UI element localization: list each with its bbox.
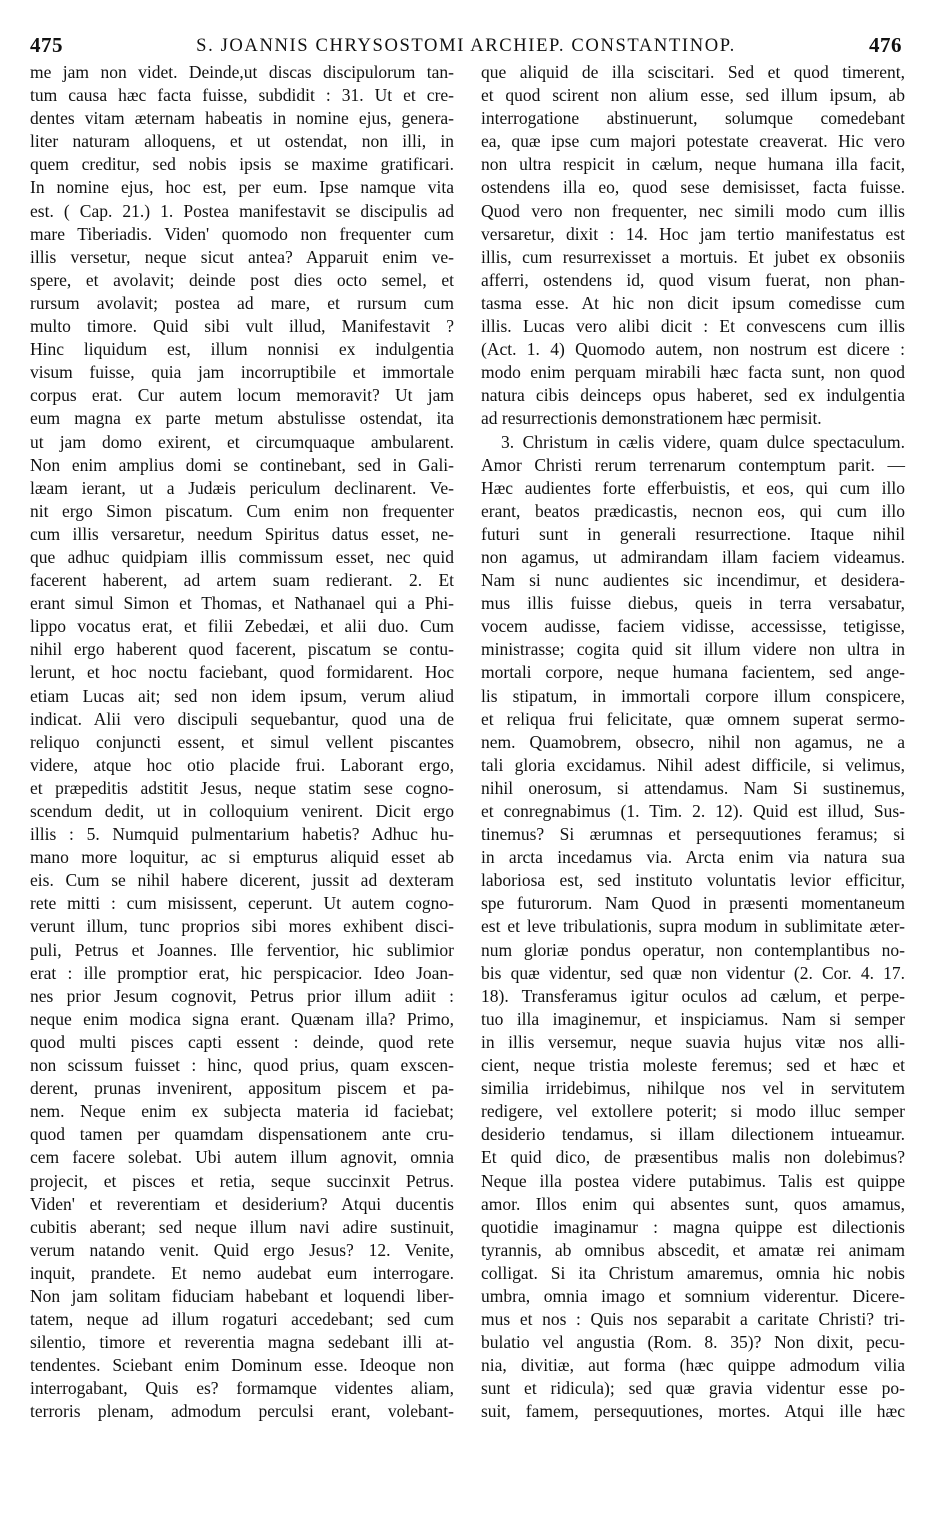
right-text-column xyxy=(481,61,905,1424)
text-line: erant, beatos prædicastis, necnon eos, qui cum illo xyxy=(481,500,905,521)
text-line: Hinc liquidum est, illum nonnisi ex indulgentia xyxy=(30,339,454,360)
text-line: est et leve tribulationis, supra modum in sublimitate æter- xyxy=(481,916,905,937)
text-line: afferri, ostendens id, quod visum fuerat, non phan- xyxy=(481,269,905,290)
running-header xyxy=(30,33,902,63)
text-line: inquit, prandete. Et nemo audebat eum interrogare. xyxy=(30,1262,454,1283)
text-line: quod tamen per quamdam dispensationem ante cru- xyxy=(30,1124,454,1145)
text-line: Non enim amplius domi se continebant, sed in Gali- xyxy=(30,454,454,475)
text-line: ostendens illa eo, quod sese demisisset, facta fuisse. xyxy=(481,177,905,198)
text-line: amor. Illos enim qui absentes sunt, quos amamus, xyxy=(481,1193,905,1214)
text-line: In nomine ejus, hoc est, per eum. Ipse namque vita xyxy=(30,177,454,198)
text-line: erant simul Simon et Thomas, et Nathanael qui a Phi- xyxy=(30,593,454,614)
text-line: tali gloria excidamus. Nihil adest difficile, si velimus, xyxy=(481,754,905,775)
right-page-number: 476 xyxy=(869,33,902,57)
text-line: derent, prunas invenirent, appositum piscem et pa- xyxy=(30,1078,454,1099)
text-line: cum illis versaretur, needum Spiritus datus esset, ne- xyxy=(30,523,454,544)
text-line: suit, famem, persequutiones, mortes. Atqui ille hæc xyxy=(481,1401,905,1422)
text-line: nia, divitiæ, aut forma (hæc quippe admodum vilia xyxy=(481,1355,905,1376)
text-line: mano more loquitur, ac si empturus aliquid esset ab xyxy=(30,847,454,868)
text-line: indicat. Alii vero discipuli sequebantur, quod una de xyxy=(30,708,454,729)
text-line: Amor Christi rerum terrenarum contemptum parit. — xyxy=(481,454,905,475)
text-line: Neque illa postea videre putabimus. Talis est quippe xyxy=(481,1170,905,1191)
text-line: nihil onerosum, si attendamus. Nam Si sustinemus, xyxy=(481,777,905,798)
text-line: puli, Petrus et Joannes. Ille ferventior, hic sublimior xyxy=(30,939,454,960)
text-line: erat : ille promptior erat, hic perspicacior. Ideo Joan- xyxy=(30,962,454,983)
text-line: Et quid dico, de præsentibus malis non dolebimus? xyxy=(481,1147,905,1168)
text-line: ministrasse; cogita quid sit illum videre non ultra in xyxy=(481,639,905,660)
text-line: visum fuisse, quia jam incorruptibile et immortale xyxy=(30,362,454,383)
text-line: spe futurorum. Nam Quod in præsenti momentaneum xyxy=(481,893,905,914)
text-line: liter naturam alloquens, et ut ostendat, non illi, in xyxy=(30,131,454,152)
text-line: redigere, vel extollere poterit; si modo illuc semper xyxy=(481,1101,905,1122)
text-line: tendentes. Sciebant enim Dominum esse. Ideoque non xyxy=(30,1355,454,1376)
text-line: laboriosa est, sed instituto voluntatis levior efficitur, xyxy=(481,870,905,891)
text-line: sunt et ridicula); sed quæ gravia videntur esse po- xyxy=(481,1378,905,1399)
text-line: nes prior Jesum cognovit, Petrus prior illum adiit : xyxy=(30,985,454,1006)
text-line: in illis versemur, neque suavia hujus vitæ nos alli- xyxy=(481,1031,905,1052)
text-line: videre, atque hoc otio placide frui. Laborant ergo, xyxy=(30,754,454,775)
text-line: ut jam domo exirent, et circumquaque ambularent. xyxy=(30,431,454,452)
text-line: multo timore. Quid sibi vult illud, Manifestavit ? xyxy=(30,316,454,337)
text-line: umbra, omnia imago et somnium viderentur. Dicere- xyxy=(481,1285,905,1306)
text-line: tinemus? Si ærumnas et persequutiones feramus; si xyxy=(481,824,905,845)
text-line: cient, neque tristia moleste feremus; sed et hæc et xyxy=(481,1055,905,1076)
text-line: bulatio vel angustia (Rom. 8. 35)? Non dixit, pecu- xyxy=(481,1332,905,1353)
text-line: nem. Quamobrem, obsecro, nihil non agamus, ne a xyxy=(481,731,905,752)
text-line: est. ( Cap. 21.) 1. Postea manifestavit se discipulis ad xyxy=(30,200,454,221)
text-line: corpus erat. Cur autem locum memoravit? Ut jam xyxy=(30,385,454,406)
text-line: terroris plenam, admodum perculsi erant, volebant- xyxy=(30,1401,454,1422)
left-page-number: 475 xyxy=(30,33,63,57)
text-line: cem facere solebat. Ubi autem illum agnovit, omnia xyxy=(30,1147,454,1168)
text-line: dentes vitam æternam habeatis in nomine ejus, genera- xyxy=(30,108,454,129)
text-line: Quod vero non frequenter, nec simili modo cum illis xyxy=(481,200,905,221)
text-line: rursum avolavit; postea ad mare, et rursum cum xyxy=(30,292,454,313)
text-line: (Act. 1. 4) Quomodo autem, non nostrum est dicere : xyxy=(481,339,905,360)
text-line: projecit, et pisces et retia, seque succinxit Petrus. xyxy=(30,1170,454,1191)
text-line: facerent haberent, ad artem suam redierant. 2. Et xyxy=(30,570,454,591)
text-line: quem creditur, sed nobis ipsis se maxime gratificari. xyxy=(30,154,454,175)
text-line: que aliquid de illa sciscitari. Sed et quod timerent, xyxy=(481,62,905,82)
text-line: lerunt, et hoc noctu faciebant, quod formidarent. Hoc xyxy=(30,662,454,683)
text-line: tatem, neque ad illum rogaturi accedebant; sed cum xyxy=(30,1309,454,1330)
text-line: mortali corpore, neque humana facientem, sed ange- xyxy=(481,662,905,683)
text-line: quod multi pisces capti essent : deinde, quod rete xyxy=(30,1031,454,1052)
text-line: etiam Lucas ait; sed non idem ipsum, verum aliud xyxy=(30,685,454,706)
text-line: mus illis fuisse diebus, queis in terra versabatur, xyxy=(481,593,905,614)
text-line: mare Tiberiadis. Viden' quomodo non frequenter cum xyxy=(30,223,454,244)
text-line: nit ergo Simon piscatum. Cum enim non frequenter xyxy=(30,500,454,521)
text-line: nihil ergo haberent quod facerent, piscatum se contu- xyxy=(30,639,454,660)
text-line: tasma esse. At hic non dicit ipsum comedisse cum xyxy=(481,292,905,313)
text-line: quotidie imaginamur : magna quippe est dilectionis xyxy=(481,1216,905,1237)
text-line: illis : 5. Numquid pulmentarium habetis? Adhuc hu- xyxy=(30,824,454,845)
text-line: modo enim perquam mirabili hæc facta sunt, non quod xyxy=(481,362,905,383)
text-line: interrogabant, Quis es? formamque videntes aliam, xyxy=(30,1378,454,1399)
text-line: lippo vocatus erat, et filii Zebedæi, et alii duo. Cum xyxy=(30,616,454,637)
text-line: verum natando venit. Quid ergo Jesus? 12. Venite, xyxy=(30,1239,454,1260)
text-line: et quod scirent non alium esse, sed illum ipsum, ab xyxy=(481,85,905,106)
text-line: num gloriæ pondus operatur, non contemplantibus no- xyxy=(481,939,905,960)
text-line: versaretur, dixit : 14. Hoc jam tertio manifestatus est xyxy=(481,223,905,244)
text-line: tyrannis, ab omnibus abscedit, et amatæ rei animam xyxy=(481,1239,905,1260)
left-text-column xyxy=(30,61,454,1424)
text-line: Nam si nunc audientes sic incendimur, et desidera- xyxy=(481,570,905,591)
text-line: tuo illa imaginemur, et inspiciamus. Nam si semper xyxy=(481,1008,905,1029)
text-line: neque enim modica signa erant. Quænam illa? Primo, xyxy=(30,1008,454,1029)
text-line: non scissum fuisset : hinc, quod prius, quam exscen- xyxy=(30,1055,454,1076)
text-line: mus et nos : Quis nos separabit a caritate Christi? tri- xyxy=(481,1309,905,1330)
text-line: et præpeditis adstitit Jesus, neque statim sese cogno- xyxy=(30,777,454,798)
text-line: ad resurrectionis demonstrationem hæc permisit. xyxy=(481,408,822,429)
text-line: non ultra respicit in cælum, neque humana illa facit, xyxy=(481,154,905,175)
text-line: eis. Cum se nihil habere dicerent, jussit ad dexteram xyxy=(30,870,454,891)
text-line: rete mitti : cum misissent, ceperunt. Ut autem cogno- xyxy=(30,893,454,914)
text-line: me jam non videt. Deinde,ut discas discipulorum tan- xyxy=(30,62,454,82)
text-line: cubitis aberant; sed neque illum navi adire sustinuit, xyxy=(30,1216,454,1237)
text-line: Viden' et reverentiam et desiderium? Atqui ducentis xyxy=(30,1193,454,1214)
text-line: lis stipatum, in immortali corpore illum conspicere, xyxy=(481,685,905,706)
text-line: nem. Neque enim ex subjecta materia id faciebat; xyxy=(30,1101,454,1122)
text-line: futuri sunt in generali resurrectione. Itaque nihil xyxy=(481,523,905,544)
text-line: bis quæ videntur, sed quæ non videntur (2. Cor. 4. 17. xyxy=(481,962,905,983)
text-line: Hæc audientes forte efferbuistis, et eos, qui cum illo xyxy=(481,477,905,498)
text-line: reliquo conjuncti essent, et simul vellent piscantes xyxy=(30,731,454,752)
text-line: Non jam solitam fiduciam habebant et loquendi liber- xyxy=(30,1285,454,1306)
text-line: desiderio tendamus, si illam dilectionem intueamur. xyxy=(481,1124,905,1145)
text-line: verunt illum, tunc proprios sibi mores exhibent disci- xyxy=(30,916,454,937)
text-line: natura cibis deinceps opus haberet, sed ex indulgentia xyxy=(481,385,905,406)
text-line: eum magna ex parte metum abstulisse ostendat, ita xyxy=(30,408,454,429)
text-line: similia irridebimus, nihilque nos vel in servitutem xyxy=(481,1078,905,1099)
text-line: in arcta incedamus via. Arcta enim via natura sua xyxy=(481,847,905,868)
text-line: illis. Lucas vero alibi dicit : Et convescens cum illis xyxy=(481,316,905,337)
text-line: illis versetur, neque sicut antea? Apparuit enim ve- xyxy=(30,246,454,267)
text-line: 18). Transferamus igitur oculos ad cælum, et perpe- xyxy=(481,985,905,1006)
text-line: ea, quæ ipse cum majori potestate creaverat. Hic vero xyxy=(481,131,905,152)
text-line: 3. Christum in cælis videre, quam dulce spectaculum. xyxy=(501,431,905,452)
text-line: illis, cum resurrexisset a mortuis. Et jubet ex obsoniis xyxy=(481,246,905,267)
text-line: scendum dedit, ut in colloquium venirent. Dicit ergo xyxy=(30,801,454,821)
text-line: læam ierant, ut a Judæis periculum declinarent. Ve- xyxy=(30,477,454,498)
text-line: que adhuc quidpiam illis commissum esset, nec quid xyxy=(30,546,454,567)
text-line: non agamus, ut admirandam illam faciem videamus. xyxy=(481,546,905,567)
text-line: colligat. Si ita Christum amaremus, omnia hic nobis xyxy=(481,1262,905,1283)
text-line: interrogatione abstinuerunt, solumque comedebant xyxy=(481,108,905,129)
text-line: spere, et avolavit; deinde post dies octo semel, et xyxy=(30,269,454,290)
text-line: et reliqua frui felicitate, quæ omnem superat sermo- xyxy=(481,708,905,729)
running-title: S. JOANNIS CHRYSOSTOMI ARCHIEP. CONSTANTINOP. xyxy=(196,35,736,56)
text-line: et conregnabimus (1. Tim. 2. 12). Quid est illud, Sus- xyxy=(481,801,905,821)
text-line: silentio, timore et reverentia magna sedebant illi at- xyxy=(30,1332,454,1353)
text-line: tum causa hæc facta fuisse, subdidit : 31. Ut et cre- xyxy=(30,85,454,106)
text-line: vocem audisse, faciem vidisse, accessisse, tetigisse, xyxy=(481,616,905,637)
